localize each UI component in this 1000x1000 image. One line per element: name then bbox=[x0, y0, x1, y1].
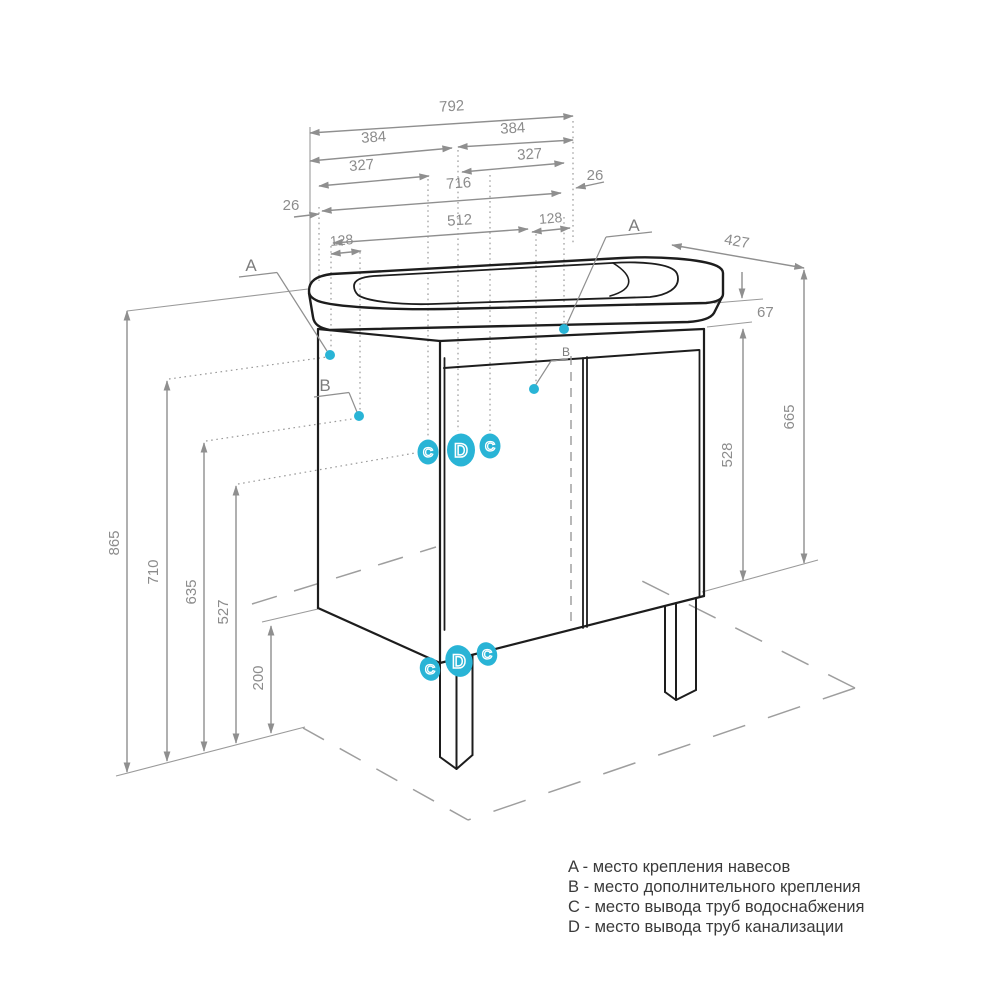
pipe-badges-upper bbox=[418, 434, 501, 467]
floor-edge-front bbox=[468, 688, 855, 820]
sink-inner-rim bbox=[354, 262, 678, 304]
dim-line-716 bbox=[322, 193, 561, 211]
dim-label-865: 865 bbox=[106, 530, 123, 556]
extension-line bbox=[206, 419, 352, 441]
mount-dot-b-right bbox=[529, 384, 539, 394]
dim-line-792 bbox=[310, 116, 573, 133]
badge-d-letter: D bbox=[452, 652, 466, 673]
leader-line bbox=[535, 359, 568, 386]
pipe-badges-lower bbox=[416, 639, 500, 683]
dim-label-384r: 384 bbox=[499, 119, 526, 138]
dim-label-665: 665 bbox=[781, 404, 798, 430]
dim-label-200: 200 bbox=[250, 665, 267, 691]
legend-line-b: B - место дополнительного крепления bbox=[568, 878, 861, 896]
mount-markers bbox=[239, 216, 652, 421]
badge-c-letter: C bbox=[484, 438, 496, 454]
badge-d-letter: D bbox=[454, 441, 468, 462]
dim-line-384-right bbox=[458, 140, 573, 147]
dim-line-384-left bbox=[310, 148, 452, 161]
mount-dot-a-left bbox=[325, 350, 335, 360]
dim-label-528: 528 bbox=[719, 442, 736, 468]
dim-line-128-right bbox=[532, 228, 570, 232]
sink-front-band bbox=[309, 293, 722, 330]
dim-label-128r: 128 bbox=[538, 209, 563, 228]
leader-line bbox=[566, 237, 606, 326]
floor-projection bbox=[116, 547, 855, 820]
legend-line-a: A - место крепления навесов bbox=[568, 858, 791, 876]
right-dimensions bbox=[672, 231, 818, 592]
badge-c-letter: C bbox=[481, 646, 493, 662]
dim-label-327l: 327 bbox=[348, 155, 375, 176]
marker-b-right: B bbox=[561, 345, 571, 359]
extension-line bbox=[702, 560, 818, 592]
extension-line bbox=[262, 609, 318, 622]
dim-label-384l: 384 bbox=[360, 128, 387, 147]
marker-a-right: A bbox=[628, 216, 640, 235]
marker-a-left: A bbox=[245, 256, 257, 275]
wall-floor-dashed-line bbox=[252, 547, 436, 604]
dim-label-792: 792 bbox=[438, 97, 465, 116]
extension-line bbox=[707, 322, 752, 327]
dim-label-67: 67 bbox=[757, 304, 774, 321]
mount-dot-a-right bbox=[559, 324, 569, 334]
dim-label-427: 427 bbox=[722, 231, 751, 253]
floor-baseline bbox=[116, 727, 305, 776]
dim-label-327r: 327 bbox=[516, 145, 543, 164]
extension-line bbox=[127, 289, 308, 311]
dim-line-26-left bbox=[294, 214, 319, 217]
badge-c-letter: C bbox=[422, 444, 434, 460]
dim-label-26l: 26 bbox=[282, 197, 300, 214]
dim-line-327-left bbox=[319, 176, 429, 186]
left-dimensions bbox=[106, 289, 415, 772]
leader-line bbox=[349, 393, 357, 413]
dim-label-527: 527 bbox=[215, 599, 232, 625]
extension-line bbox=[238, 453, 415, 484]
mount-dot-b-left bbox=[354, 411, 364, 421]
floor-edge-left bbox=[303, 728, 468, 820]
dim-label-635: 635 bbox=[183, 579, 200, 605]
dim-line-512 bbox=[333, 229, 528, 243]
legend-line-c: C - место вывода труб водоснабжения bbox=[568, 898, 865, 916]
sink-bowl-curve bbox=[610, 263, 629, 296]
extension-line bbox=[169, 357, 327, 379]
leader-line bbox=[277, 273, 327, 352]
marker-b-left: B bbox=[319, 376, 331, 395]
dim-label-26r: 26 bbox=[586, 167, 604, 184]
legend bbox=[568, 858, 864, 936]
dim-line-327-right bbox=[462, 163, 564, 172]
dim-label-512: 512 bbox=[446, 211, 473, 230]
cabinet-left-bottom-edge bbox=[318, 608, 440, 663]
dim-label-128l: 128 bbox=[329, 231, 354, 250]
badge-c-letter: C bbox=[424, 661, 436, 677]
floor-edge-right bbox=[636, 578, 855, 688]
dim-line-128-left bbox=[331, 251, 361, 254]
dim-label-716: 716 bbox=[445, 174, 472, 193]
washbasin bbox=[309, 257, 723, 330]
cabinet bbox=[318, 329, 704, 769]
legend-line-d: D - место вывода труб канализации bbox=[568, 918, 844, 936]
cabinet-top-front-edge bbox=[440, 329, 704, 341]
front-right-leg bbox=[665, 598, 696, 700]
dim-label-710: 710 bbox=[145, 559, 162, 585]
